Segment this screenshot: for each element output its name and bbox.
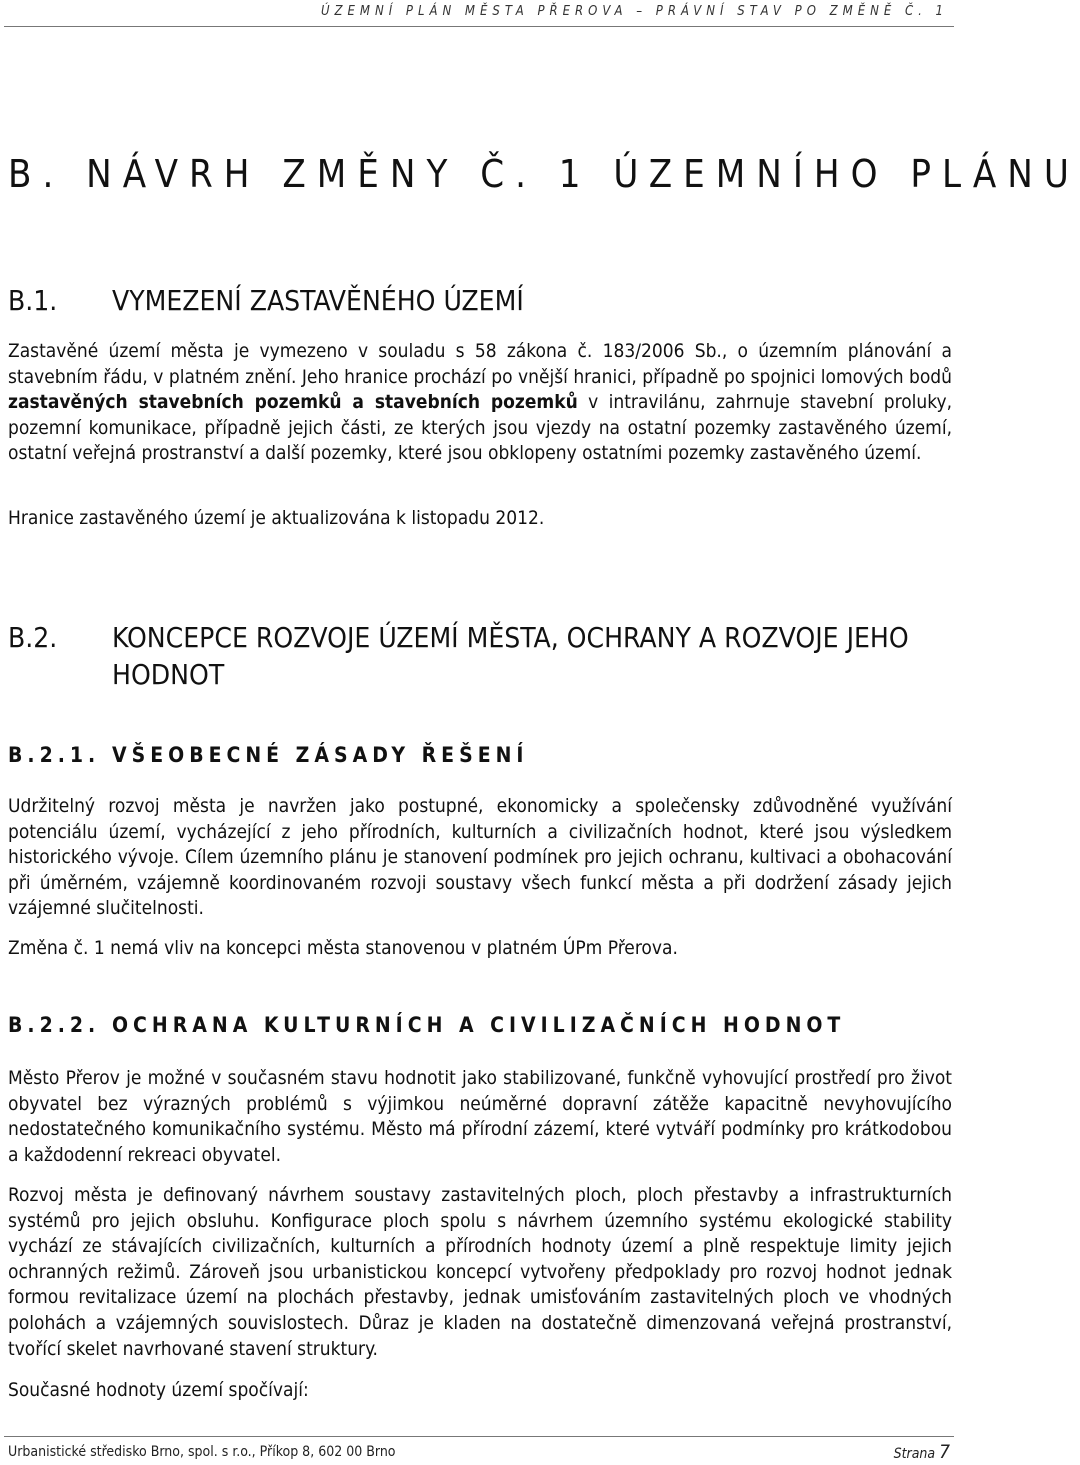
paragraph: Současné hodnoty území spočívají:: [8, 1379, 309, 1401]
paragraph: Město Přerov je možné v současném stavu hodnotit jako stabilizované, funkčně vyhovující prostředí pro život obyvatel bez výrazných problémů s výjimkou neúměrné dopravní zátěže kapacitně nevyhovujícího nedostatečného komunikačního systému. Město má přírodní zázemí, které vytváří podmínky pro krátkodobou a každodenní rekreaci obyvatel.: [8, 1067, 952, 1166]
subsection-number: B.2.2.: [8, 1013, 101, 1037]
page-number: [894, 1441, 950, 1463]
paragraph-bold-text: zastavěných stavebních pozemků a stavebních pozemků: [8, 391, 578, 414]
section-title: VYMEZENÍ ZASTAVĚNÉHO ÚZEMÍ: [112, 284, 524, 317]
footer-company: Urbanistické středisko Brno, spol. s r.o., Příkop 8, 602 00 Brno: [8, 1444, 396, 1460]
paragraph: [8, 339, 952, 467]
section-number: B.1.: [8, 284, 58, 317]
section-title: KONCEPCE ROZVOJE ÚZEMÍ MĚSTA, OCHRANY A ROZVOJE JEHO: [112, 621, 909, 654]
paragraph: Rozvoj města je definovaný návrhem soustavy zastavitelných ploch, ploch přestavby a infrastrukturních systémů pro jejich obsluhu. Konfigurace ploch spolu s návrhem územního systému ekologické stability vychází ze stávajících civilizačních, kulturních a přírodních hodnoty území a plně respektuje limity jejich ochranných režimů. Zároveň jsou urbanistickou koncepcí vytvořeny předpoklady pro rozvoj hodnot jednak formou revitalizace území na plochách přestavby, jednak umisťováním zastavitelných ploch ve vhodných polohách a vzájemných souvislostech. Důraz je kladen na dostatečně dimenzovaná veřejná prostranství, tvořící skelet navrhované stavení struktury.: [8, 1184, 952, 1360]
section-number: B.2.: [8, 621, 58, 654]
paragraph-text: v intravilánu, zahrnuje stavební proluky, pozemní komunikace, případně jejich části, ze kterých jsou vjezdy na ostatní pozemky zastavěného území, ostatní veřejná prostranství a další pozemky, které jsou obklopeny ostatními pozemky zastavěného území.: [8, 391, 952, 465]
page-number-value: 7: [939, 1441, 950, 1463]
footer-divider: [4, 1436, 954, 1437]
subsection-title: VŠEOBECNÉ ZÁSADY ŘEŠENÍ: [112, 743, 529, 767]
subsection-number: B.2.1.: [8, 743, 101, 767]
paragraph: Hranice zastavěného území je aktualizována k listopadu 2012.: [8, 507, 545, 529]
chapter-title: B. NÁVRH ZMĚNY Č. 1 ÚZEMNÍHO PLÁNU: [8, 152, 1080, 196]
page-label: Strana: [893, 1446, 936, 1462]
section-title: HODNOT: [112, 658, 225, 691]
header-divider: [4, 26, 954, 27]
running-header: ÚZEMNÍ PLÁN MĚSTA PŘEROVA – PRÁVNÍ STAV PO ZMĚNĚ Č. 1: [320, 4, 948, 19]
paragraph: Udržitelný rozvoj města je navržen jako postupné, ekonomicky a společensky zdůvodněné využívání potenciálu území, vycházející z jeho přírodních, kulturních a civilizačních hodnot, které jsou výsledkem historického vývoje. Cílem územního plánu je stanovení podmínek pro jejich ochranu, kultivaci a obohacování při úměrném, vzájemně koordinovaném rozvoji soustavy všech funkcí města a při dodržení zásady jejich vzájemné slučitelnosti.: [8, 795, 952, 920]
subsection-title: OCHRANA KULTURNÍCH A CIVILIZAČNÍCH HODNOT: [112, 1013, 846, 1037]
paragraph-text: Zastavěné území města je vymezeno v souladu s 58 zákona č. 183/2006 Sb., o územním plánování a stavebním řádu, v platném znění. Jeho hranice prochází po vnější hranici, případně po spojnici lomových bodů: [8, 340, 952, 388]
paragraph: Změna č. 1 nemá vliv na koncepci města stanovenou v platném ÚPm Přerova.: [8, 937, 678, 959]
